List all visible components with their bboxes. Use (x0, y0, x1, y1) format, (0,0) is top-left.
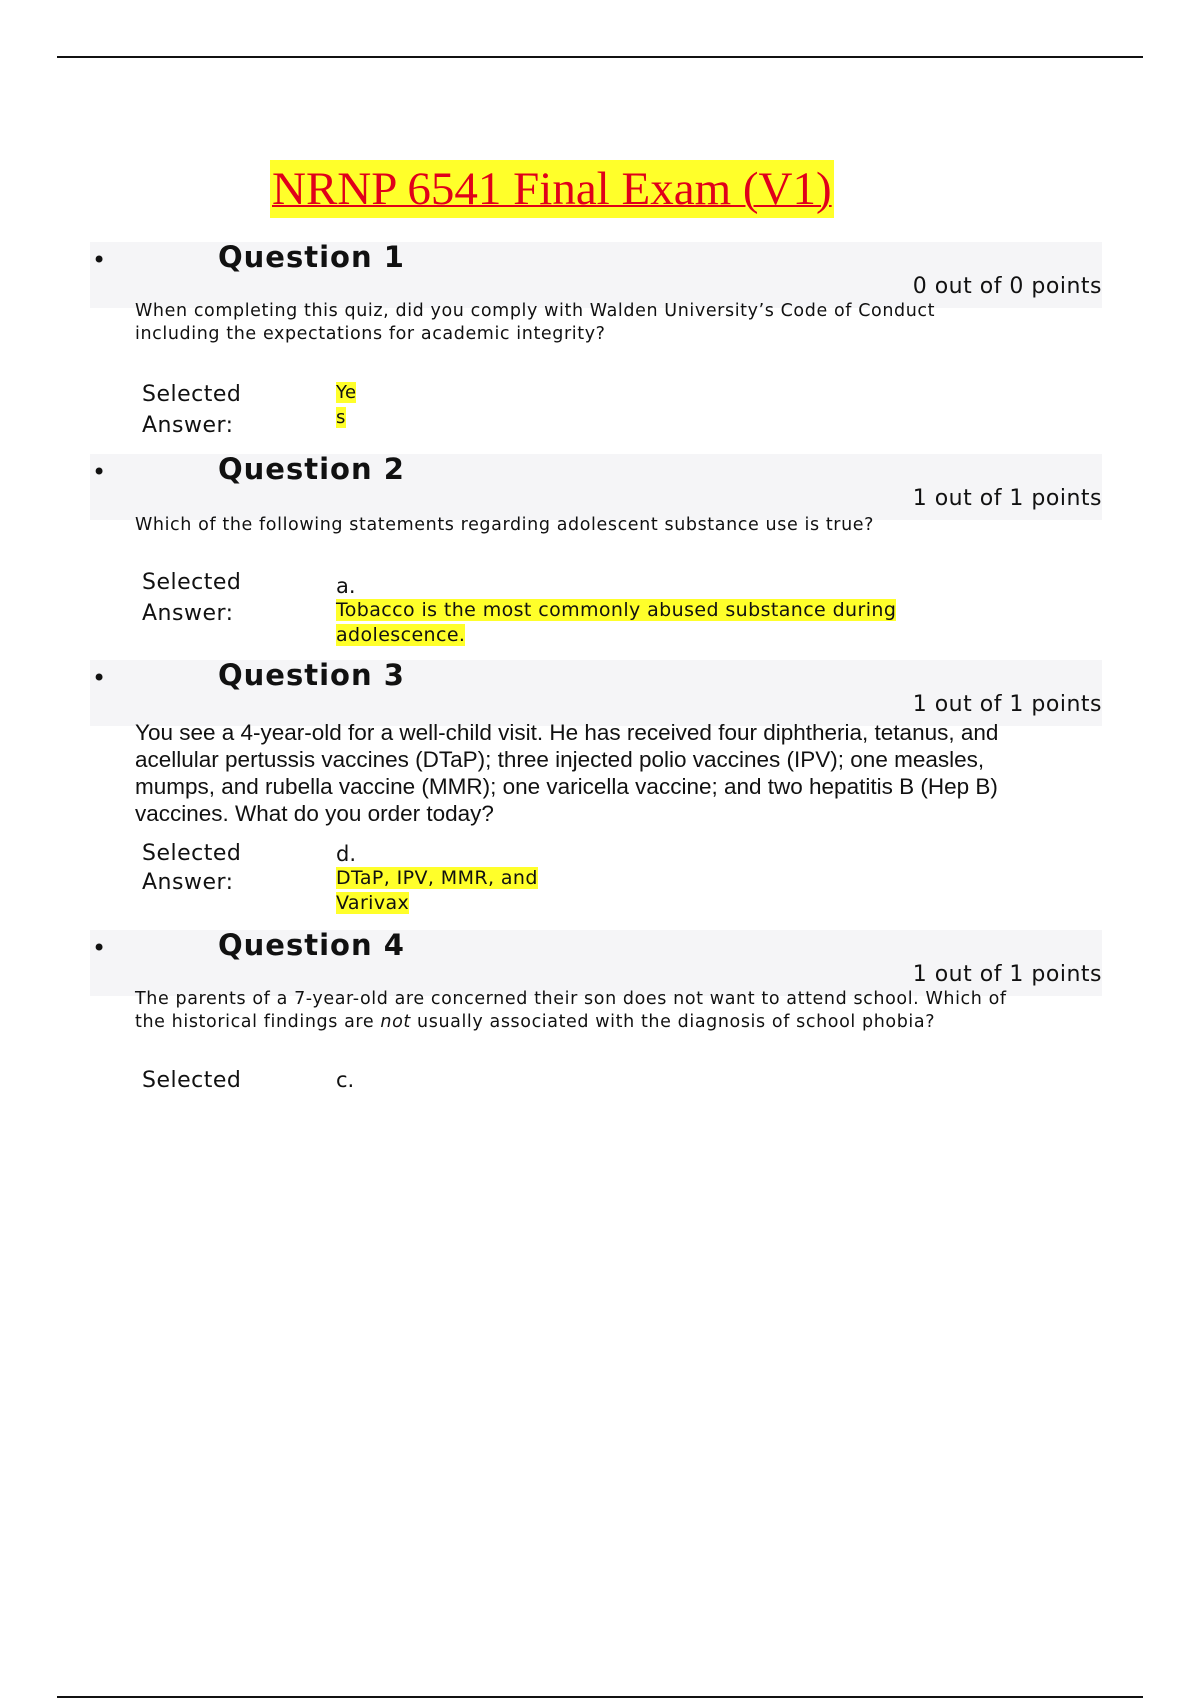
answer-line: DTaP, IPV, MMR, and (336, 867, 538, 889)
answer-line: Tobacco is the most commonly abused substance during (336, 599, 897, 621)
selected-label: Selected (142, 570, 242, 595)
prompt-text: usually associated with the diagnosis of school phobia? (417, 1012, 936, 1032)
question-points: 1 out of 1 points (912, 962, 1102, 987)
answer-letter: a. (336, 574, 356, 598)
answer-line: Varivax (336, 892, 410, 914)
document-title: NRNP 6541 Final Exam (V1) (270, 160, 834, 218)
answer-label: Answer: (142, 601, 234, 626)
selected-label: Selected (142, 841, 242, 866)
answer-label: Answer: (142, 413, 234, 438)
question-points: 1 out of 1 points (912, 692, 1102, 717)
question-prompt: When completing this quiz, did you comply with Walden University’s Code of Conduct including the expectations for academic integrity? (135, 301, 936, 344)
selected-answer (336, 380, 356, 430)
question-prompt (135, 988, 1015, 1034)
question-points: 0 out of 0 points (912, 274, 1102, 299)
top-rule (57, 56, 1143, 58)
bullet: • (92, 934, 107, 962)
question-points: 1 out of 1 points (912, 486, 1102, 511)
answer-line: adolescence. (336, 624, 466, 646)
answer-letter: c. (336, 1068, 355, 1092)
answer-line: s (336, 407, 346, 428)
question-prompt: Which of the following statements regarding adolescent substance use is true? (135, 515, 875, 535)
selected-answer (336, 598, 896, 648)
question-prompt: You see a 4-year-old for a well-child visit. He has received four diphtheria, tetanus, and acellular pertussis vaccines (DTaP); three injected polio vaccines (IPV); one measles, mumps, and rubella vaccine (MMR); one varicella vaccine; and two hepatitis B (Hep B) vaccines. What do you order today? (135, 720, 999, 826)
selected-answer (336, 866, 538, 916)
prompt-emphasis: not (380, 1012, 411, 1032)
bullet: • (92, 246, 107, 274)
question-title: Question 4 (218, 928, 405, 962)
selected-label: Selected (142, 1068, 242, 1093)
prompt-text: The parents of a 7-year-old are concerned their son does not want to attend school. Which of the historical findings are (135, 989, 1007, 1032)
answer-line: Ye (336, 382, 357, 403)
bullet: • (92, 458, 107, 486)
question-title: Question 3 (218, 658, 405, 692)
bullet: • (92, 664, 107, 692)
selected-label: Selected (142, 382, 242, 407)
question-title: Question 1 (218, 240, 405, 274)
answer-label: Answer: (142, 870, 234, 895)
bottom-rule (57, 1696, 1143, 1698)
answer-letter: d. (336, 842, 357, 866)
question-title: Question 2 (218, 452, 405, 486)
